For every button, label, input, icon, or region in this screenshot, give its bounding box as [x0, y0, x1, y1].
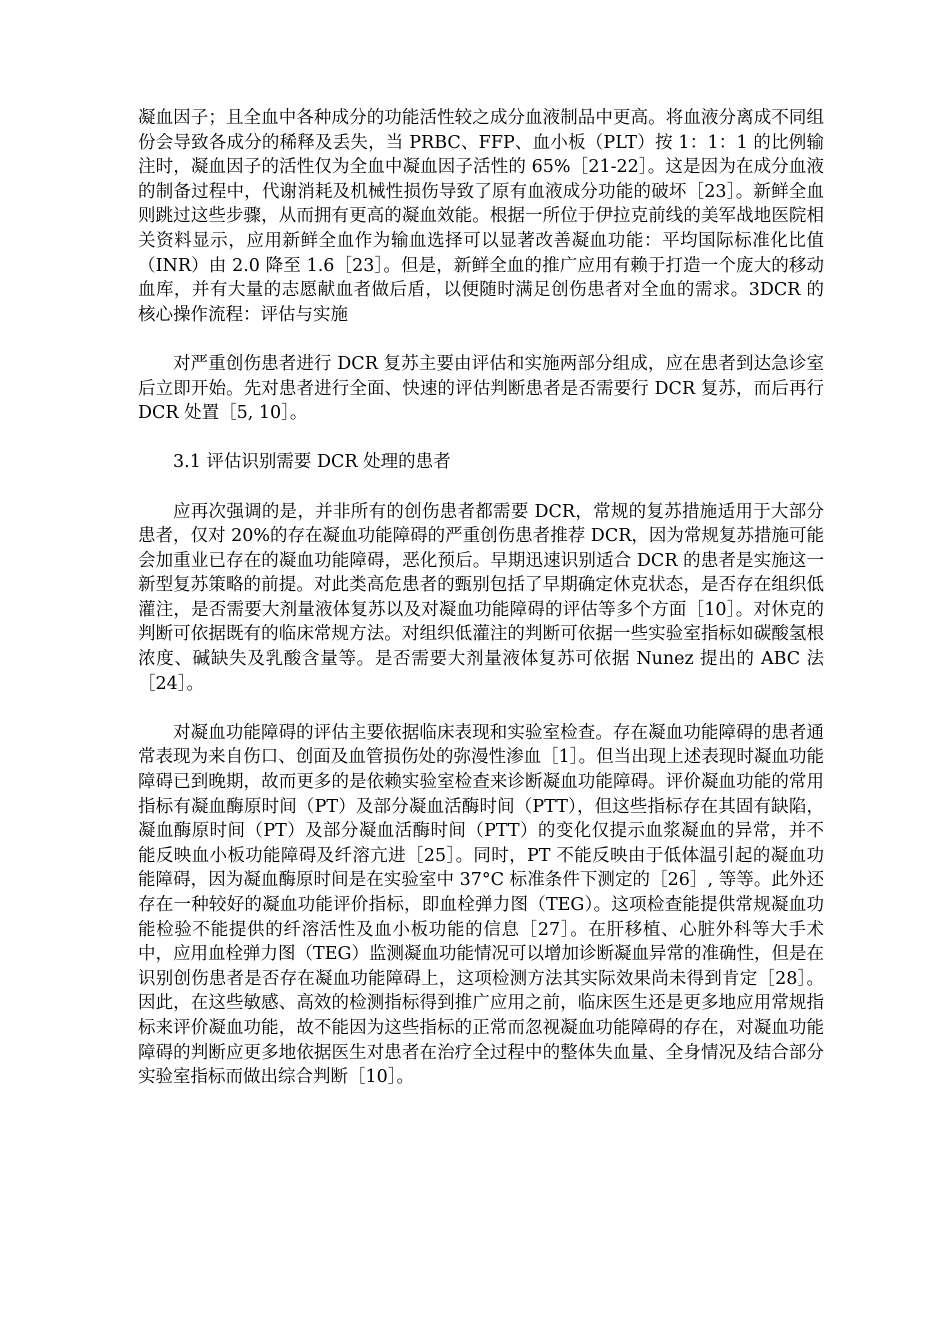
paragraph-gap [138, 475, 824, 500]
paragraph-whole-blood: 凝血因子；且全血中各种成分的功能活性较之成分血液制品中更高。将血液分离成不同组份会导致各成分的稀释及丢失，当 PRBC、FFP、血小板（PLT）按 1：1：1 的比例输注时，凝血因子的活性仅为全血中凝血因子活性的 65%［21-22］。这是因为在成分血液的制备过程中，代谢消耗及机械性损伤导致了原有血液成分功能的破坏［23］。新鲜全血则跳过这些步骤，从而拥有更高的凝血效能。根据一所位于伊拉克前线的美军战地医院相关资料显示，应用新鲜全血作为输血选择可以显著改善凝血功能：平均国际标准化比值（INR）由 2.0 降至 1.6［23］。但是，新鲜全血的推广应用有赖于打造一个庞大的移动血库，并有大量的志愿献血者做后盾，以便随时满足创伤患者对全血的需求。3DCR 的核心操作流程：评估与实施 [138, 108, 824, 325]
paragraph-dcr-overview: 对严重创伤患者进行 DCR 复苏主要由评估和实施两部分组成，应在患者到达急诊室后立即开始。先对患者进行全面、快速的评估判断患者是否需要行 DCR 复苏，而后再行 DCR 处置［5, 10］。 [138, 353, 824, 424]
paragraph-coagulopathy-assessment: 对凝血功能障碍的评估主要依据临床表现和实验室检查。存在凝血功能障碍的患者通常表现为来自伤口、创面及血管损伤处的弥漫性渗血［1］。但当出现上述表现时凝血功能障碍已到晚期，故而更多的是依赖实验室检查来诊断凝血功能障碍。评价凝血功能的常用指标有凝血酶原时间（PT）及部分凝血活酶时间（PTT），但这些指标存在其固有缺陷，凝血酶原时间（PT）及部分凝血活酶时间（PTT）的变化仅提示血浆凝血的异常，并不能反映血小板功能障碍及纤溶亢进［25］。同时，PT 不能反映由于低体温引起的凝血功能障碍，因为凝血酶原时间是在实验室中 37°C 标准条件下测定的［26］, 等等。此外还存在一种较好的凝血功能评价指标，即血栓弹力图（TEG）。这项检查能提供常规凝血功能检验不能提供的纤溶活性及血小板功能的信息［27］。在肝移植、心脏外科等大手术中，应用血栓弹力图（TEG）监测凝血功能情况可以增加诊断凝血异常的准确性，但是在识别创伤患者是否存在凝血功能障碍上，这项检测方法其实际效果尚未得到肯定［28］。因此，在这些敏感、高效的检测指标得到推广应用之前，临床医生还是更多地应用常规指标来评价凝血功能，故不能因为这些指标的正常而忽视凝血功能障碍的存在，对凝血功能障碍的判断应更多地依据医生对患者在治疗全过程中的整体失血量、全身情况及结合部分实验室指标而做出综合判断［10］。 [138, 722, 824, 1088]
paragraph-gap [138, 426, 824, 451]
paragraph-patient-identification: 应再次强调的是，并非所有的创伤患者都需要 DCR，常规的复苏措施适用于大部分患者，仅对 20%的存在凝血功能障碍的严重创伤患者推荐 DCR，因为常规复苏措施可能会加重业已存在的凝血功能障碍，恶化预后。早期迅速识别适合 DCR 的患者是实施这一新型复苏策略的前提。对此类高危患者的甄别包括了早期确定休克状态，是否存在组织低灌注，是否需要大剂量液体复苏以及对凝血功能障碍的评估等多个方面［10］。对休克的判断可依据既有的临床常规方法。对组织低灌注的判断可依据一些实验室指标如碳酸氢根浓度、碱缺失及乳酸含量等。是否需要大剂量液体复苏可依据 Nunez 提出的 ABC 法［24］。 [138, 501, 824, 694]
paragraph-gap [138, 696, 824, 721]
document-body [138, 106, 824, 1090]
section-heading-3-1: 3.1 评估识别需要 DCR 处理的患者 [173, 452, 451, 473]
paragraph-gap [138, 327, 824, 352]
